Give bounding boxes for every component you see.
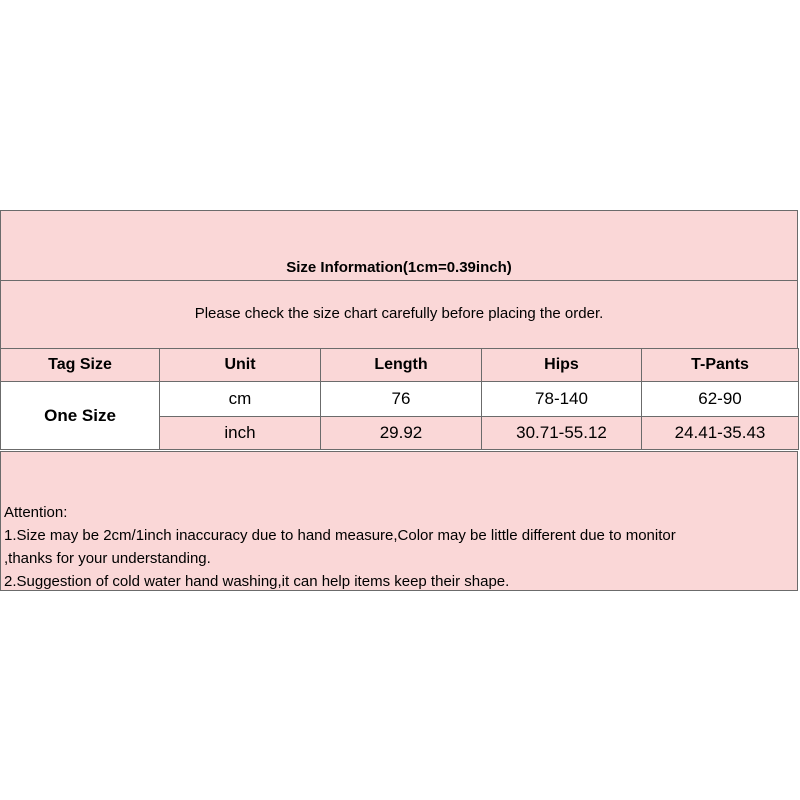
length-cell: 29.92 bbox=[321, 417, 482, 450]
attention-line: 1.Size may be 2cm/1inch inaccuracy due to hand measure,Color may be little different due to monitor bbox=[4, 527, 676, 544]
header-t-pants: T-Pants bbox=[642, 349, 799, 382]
hips-cell: 78-140 bbox=[482, 382, 642, 417]
header-hips: Hips bbox=[482, 349, 642, 382]
attention-band bbox=[0, 451, 798, 591]
attention-heading: Attention: bbox=[4, 504, 68, 521]
t-pants-cell: 24.41-35.43 bbox=[642, 417, 799, 450]
size-chart bbox=[0, 210, 799, 590]
attention-line: 2.Suggestion of cold water hand washing,it can help items keep their shape. bbox=[4, 573, 510, 590]
notice-band bbox=[0, 280, 798, 349]
t-pants-cell: 62-90 bbox=[642, 382, 799, 417]
header-tag-size: Tag Size bbox=[1, 349, 160, 382]
title-band bbox=[0, 210, 798, 281]
hips-cell: 30.71-55.12 bbox=[482, 417, 642, 450]
header-unit: Unit bbox=[160, 349, 321, 382]
length-cell: 76 bbox=[321, 382, 482, 417]
size-info-title: Size Information(1cm=0.39inch) bbox=[286, 259, 512, 276]
attention-notes bbox=[4, 501, 676, 593]
attention-line: ,thanks for your understanding. bbox=[4, 550, 211, 567]
order-notice: Please check the size chart carefully before placing the order. bbox=[194, 305, 604, 322]
unit-cell: inch bbox=[160, 417, 321, 450]
tag-size-value: One Size bbox=[1, 382, 160, 450]
table-header-row bbox=[1, 349, 799, 382]
size-table bbox=[0, 348, 799, 450]
table-row bbox=[1, 382, 799, 417]
unit-cell: cm bbox=[160, 382, 321, 417]
header-length: Length bbox=[321, 349, 482, 382]
